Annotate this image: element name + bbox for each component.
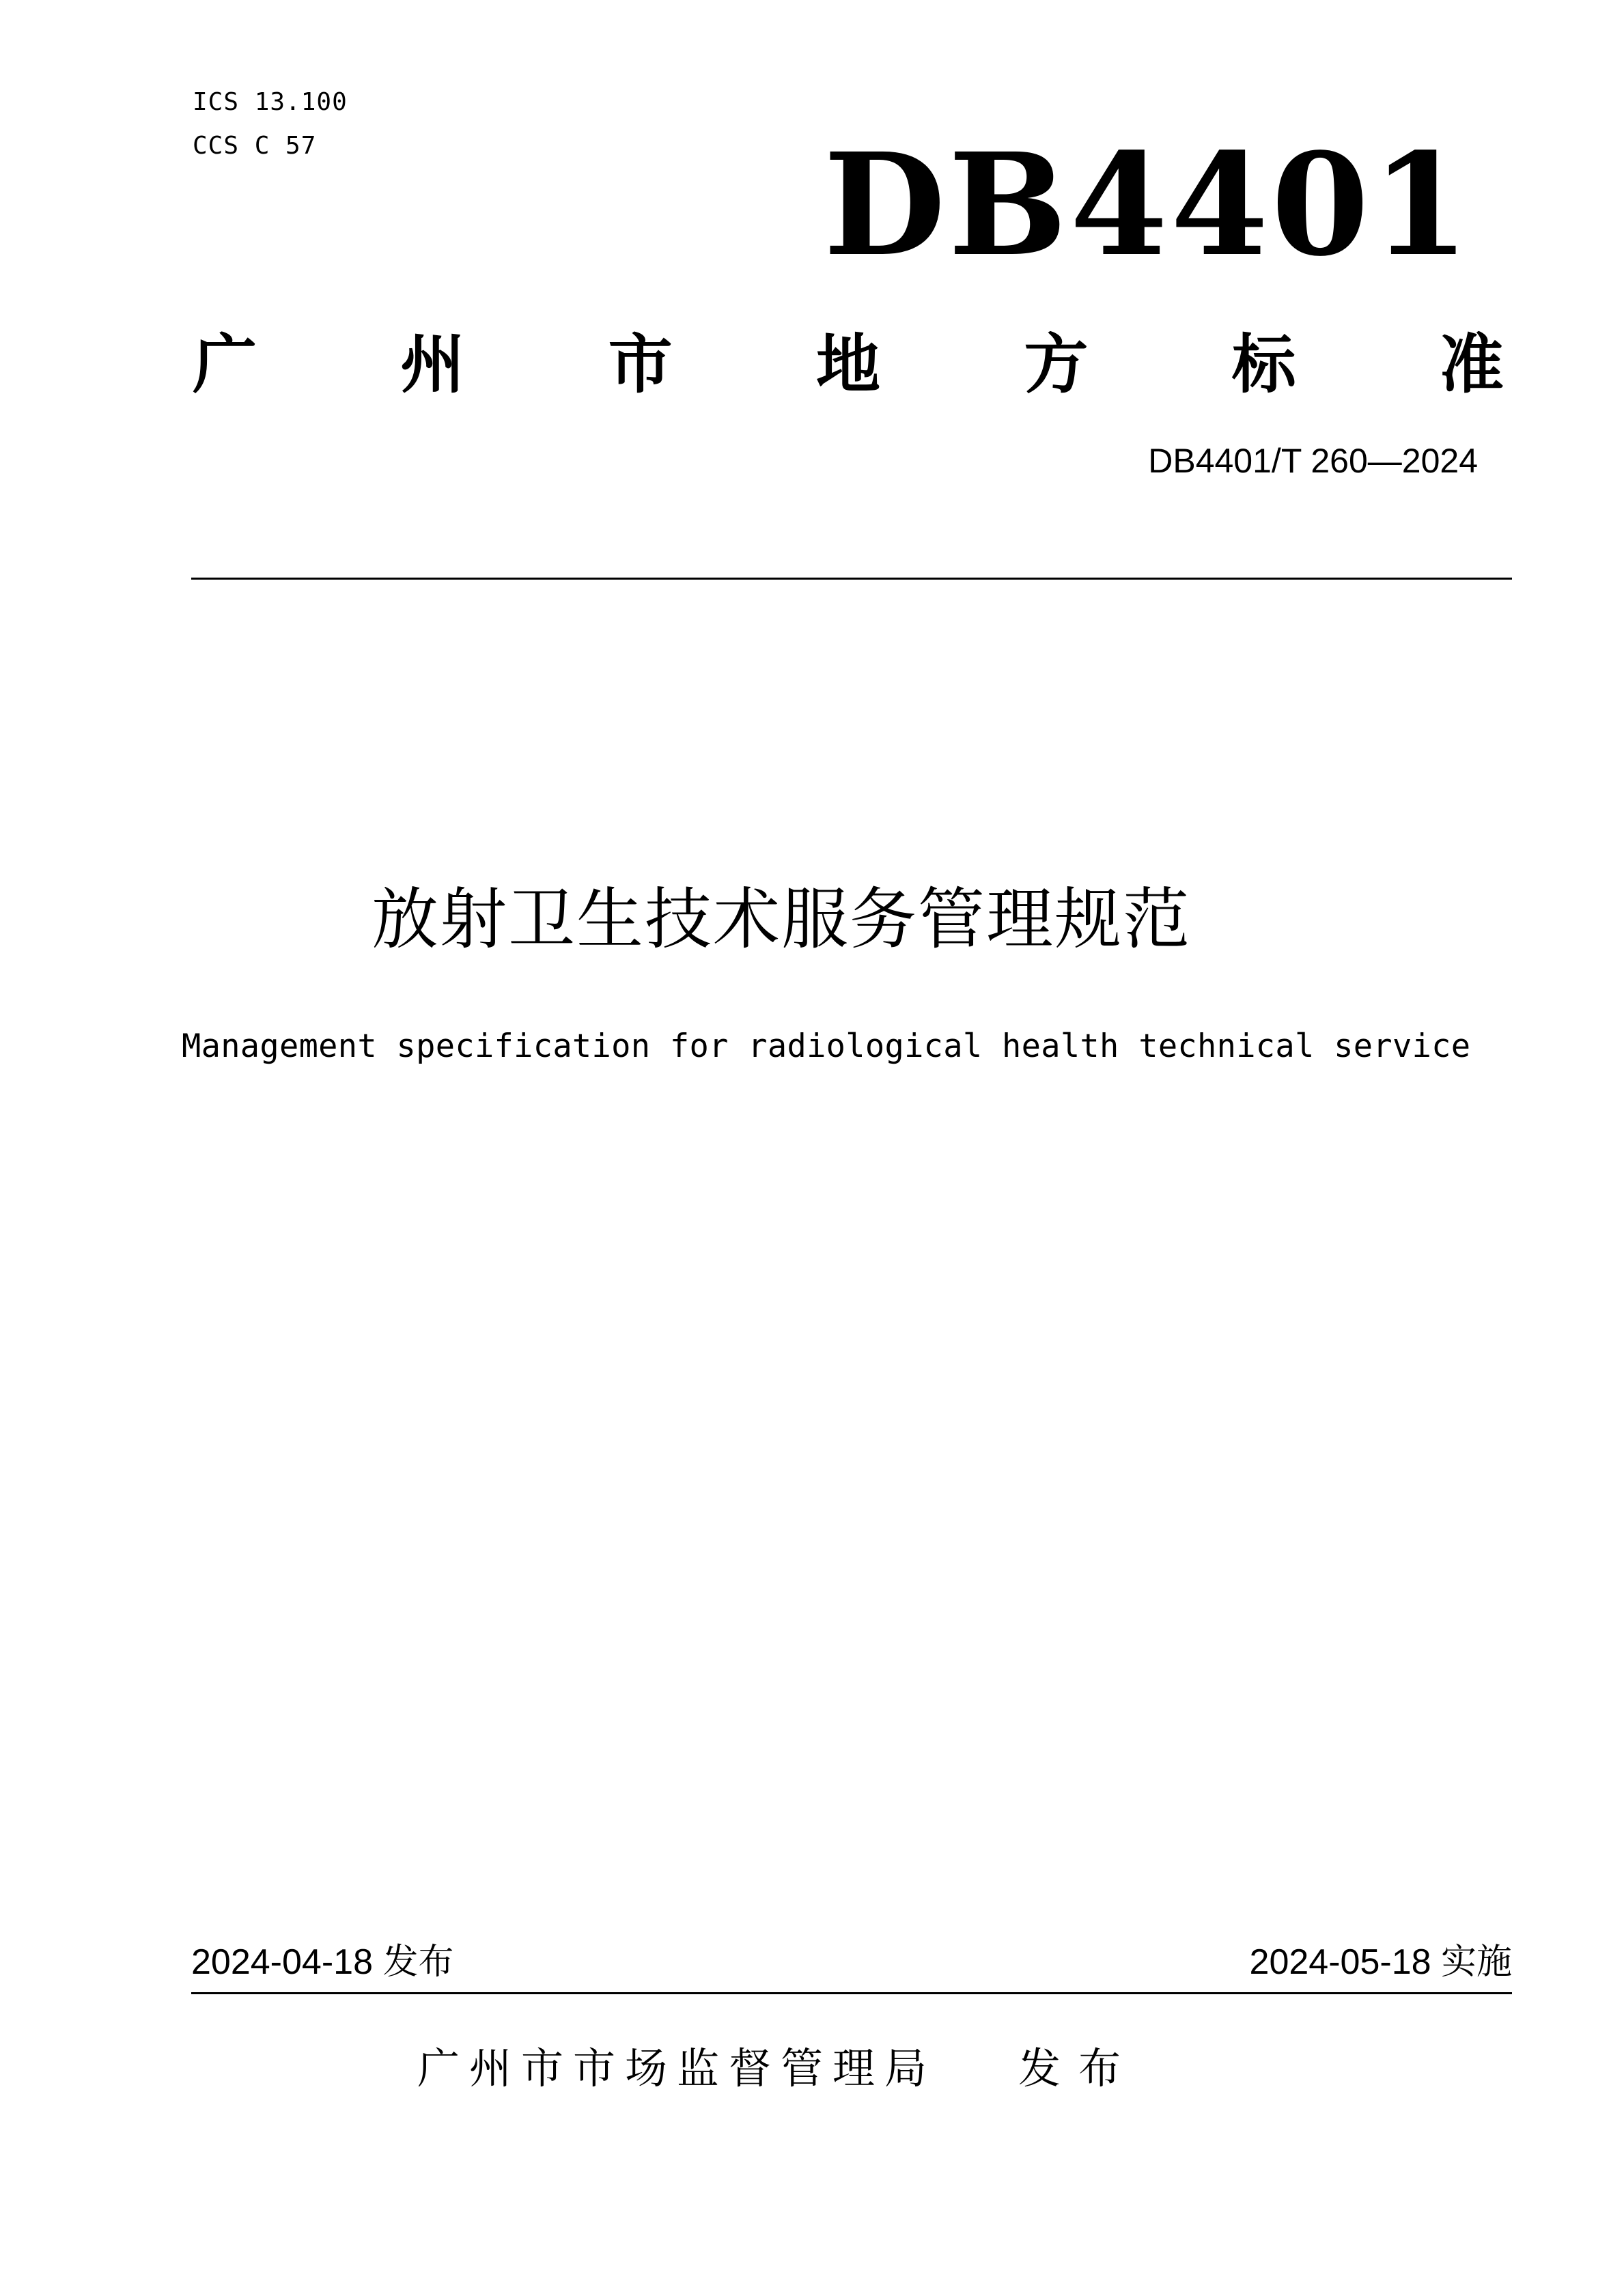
standard-type-char: 地 (815, 327, 880, 402)
standard-type-heading (193, 311, 1504, 406)
issue-date: 2024-04-18 发布 (191, 1942, 454, 1982)
document-title-chinese: 放射卫生技术服务管理规范 (371, 881, 1191, 959)
standard-type-char: 准 (1439, 327, 1504, 402)
standard-type-char: 标 (1231, 327, 1296, 402)
standard-type-char: 广 (193, 327, 257, 402)
standard-type-char: 州 (400, 327, 465, 402)
standard-logo: DB4401 (823, 122, 1472, 287)
document-title-english: Management specification for radiological health technical service (182, 1027, 1471, 1065)
standard-type-char: 方 (1024, 327, 1089, 402)
ics-code: ICS 13.100 (193, 88, 348, 116)
implementation-date: 2024-05-18 实施 (1249, 1942, 1512, 1982)
issuing-authority (0, 2038, 1624, 2099)
standard-number: DB4401/T 260—2024 (1148, 442, 1478, 480)
classification-codes (193, 81, 348, 168)
issuer-organization: 广州市市场监督管理局 (417, 2043, 936, 2093)
top-divider (191, 578, 1512, 580)
ccs-code: CCS C 57 (193, 132, 317, 160)
standard-type-char: 市 (608, 327, 673, 402)
issuer-action: 发布 (1018, 2043, 1139, 2093)
bottom-divider (191, 1992, 1512, 1994)
